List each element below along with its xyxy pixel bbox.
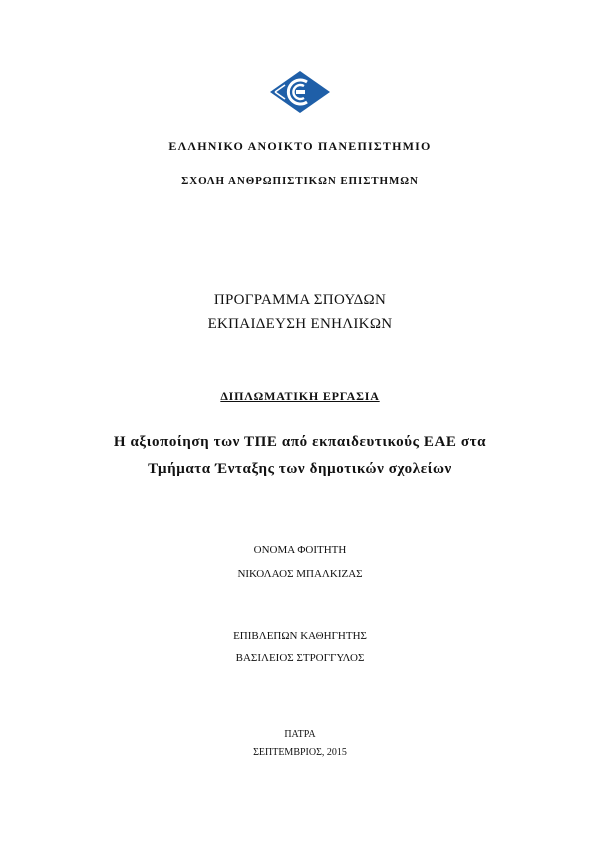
- university-name: ΕΛΛΗΝΙΚΟ ΑΝΟΙΚΤΟ ΠΑΝΕΠΙΣΤΗΜΙΟ: [168, 139, 432, 153]
- thesis-title-line-2: Τμήματα Ένταξης των δημοτικών σχολείων: [148, 461, 452, 477]
- city: ΠΑΤΡΑ: [284, 729, 316, 740]
- school-name: ΣΧΟΛΗ ΑΝΘΡΩΠΙΣΤΙΚΩΝ ΕΠΙΣΤΗΜΩΝ: [181, 175, 419, 187]
- supervisor-label: ΕΠΙΒΛΕΠΩΝ ΚΑΘΗΓΗΤΗΣ: [233, 630, 367, 642]
- supervisor-name: ΒΑΣΙΛΕΙΟΣ ΣΤΡΟΓΓΥΛΟΣ: [235, 652, 365, 664]
- program-label: ΠΡΟΓΡΑΜΜΑ ΣΠΟΥΔΩΝ: [213, 292, 387, 308]
- thesis-type: ΔΙΠΛΩΜΑΤΙΚΗ ΕΡΓΑΣΙΑ: [220, 389, 380, 403]
- student-label: ΟΝΟΜΑ ΦΟΙΤΗΤΗ: [253, 544, 347, 556]
- eap-logo-icon: [269, 70, 331, 114]
- thesis-title-line-1: Η αξιοποίηση των ΤΠΕ από εκπαιδευτικούς ΕΑΕ στα: [113, 434, 487, 450]
- program-name: ΕΚΠΑΙΔΕΥΣΗ ΕΝΗΛΙΚΩΝ: [207, 316, 393, 332]
- submission-date: ΣΕΠΤΕΜΒΡΙΟΣ, 2015: [253, 747, 347, 758]
- student-name: ΝΙΚΟΛΑΟΣ ΜΠΑΛΚΙΖΑΣ: [237, 568, 363, 580]
